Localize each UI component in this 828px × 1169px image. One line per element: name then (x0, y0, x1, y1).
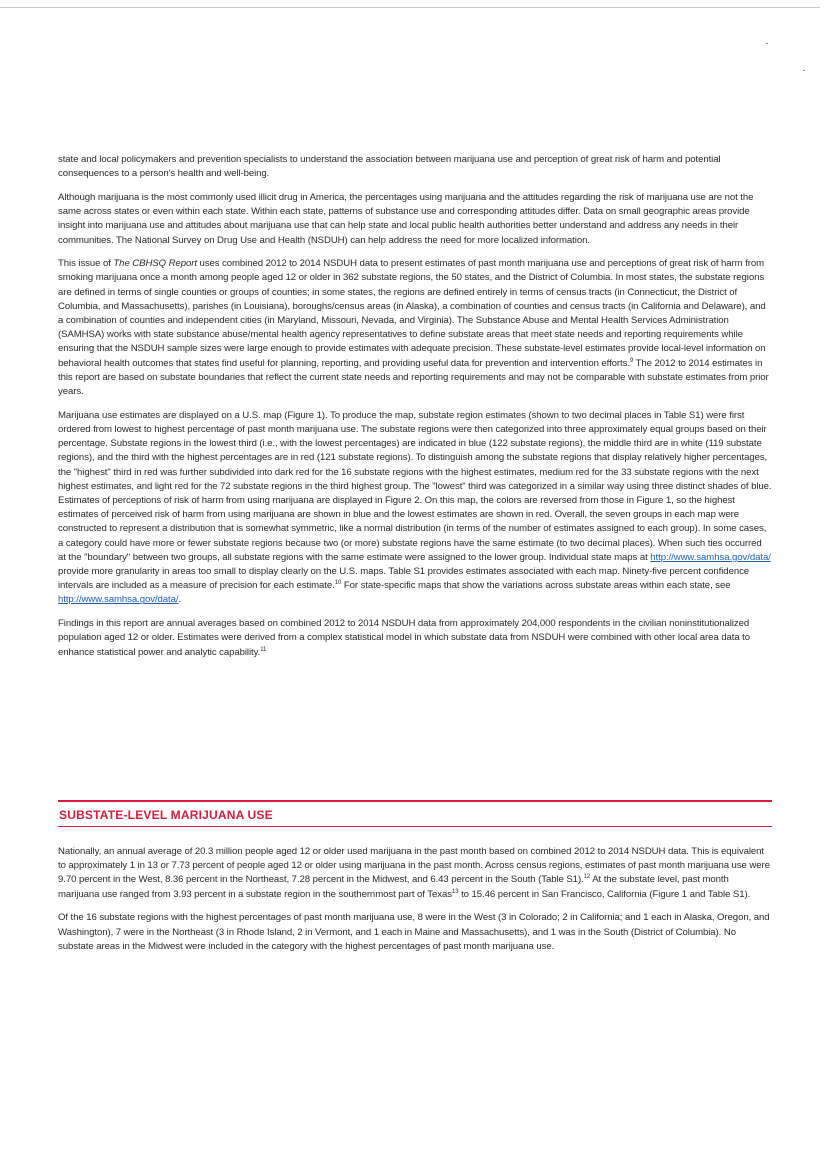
paragraph-text: provide more granularity in areas too small to display clearly on the U.S. maps. Table S1 provides estimates associated with each map. Ninety-five percent confidence intervals are included as a measure of precision for each estimate. (58, 565, 750, 592)
page-top-rule (0, 7, 820, 8)
paragraph-text: state and local policymakers and prevention specialists to understand the association between marijuana use and perception of great risk of harm and potential consequences to a person's health and well-being. (58, 154, 721, 180)
paragraph-text: Marijuana use estimates are displayed on a U.S. map (Figure 1). To produce the map, substate region estimates (shown to two decimal places in Table S1) were first ordered from lowest to highest percentage of past month marijuana use. The substate regions were then categorized into three approximately equal groups based on their percentage. Substate regions in the lowest third (i.e., with the lowest percentages) are indicated in blue (122 substate regions), the middle third are in white (119 substate regions), and the third with the highest percentages are in red (121 substate regions). To distinguish among the substate regions that display relatively higher percentages, the "highest" third in red was further subdivided into dark red for the 16 substate regions with the highest estimates, medium red for the 33 substate regions with the next highest estimates, and light red for the 72 substate regions in the third highest group. The "lowest" third was categorized in a similar way using three distinct shades of blue. Estimates of perceptions of risk of harm from using marijuana are displayed in Figure 2. On this map, the colors are reversed from those in Figure 1, so the highest estimates of perceived risk of harm from using marijuana are shown in blue and the lowest estimates are shown in red. Overall, the seven groups in each map were constructed to represent a distribution that is somewhat symmetric, like a normal distribution (in terms of the number of estimates assigned to each group). In some cases, a category could have more or fewer substate regions because two (or more) substate regions have the same estimate (to two decimal places). When such ties occurred at the "boundary" between two groups, all substate regions with the same estimate were assigned to the lower group. Individual state maps at (58, 409, 772, 563)
paragraph-text: At the substate level, past month marijuana use ranged from 3.93 percent in a substate region in the southernmost part of Texas (58, 874, 729, 900)
paragraph-marijuana-overview (58, 191, 772, 248)
footnote-ref: 11 (260, 646, 267, 653)
paragraph-text: Nationally, an annual average of 20.3 million people aged 12 or older used marijuana in the past month based on combined 2012 to 2014 NSDUH data. This is equivalent to approximately 1 in 13 or 7.73 percent of people aged 12 or older using marijuana in the past month. Across census regions, estimates of past month marijuana use were 9.70 percent in the West, 8.36 percent in the Northeast, 7.28 percent in the Midwest, and 6.43 percent in the South (Table S1). (58, 846, 770, 886)
samhsa-data-link[interactable]: http://www.samhsa.gov/data/ (650, 551, 771, 563)
footnote-ref: 10 (334, 580, 342, 587)
paragraph-findings (58, 617, 772, 660)
section-rule-bottom (58, 826, 772, 827)
paragraph-text: . (178, 594, 182, 606)
paragraph-text: Findings in this report are annual averages based on combined 2012 to 2014 NSDUH data from approximately 204,000 respondents in the civilian noninstitutionalized population aged 12 or older. Estimates were derived from a complex statistical model in which substate data from NSDUH were combined with other local area data to enhance statistical power and analytic capability. (58, 618, 750, 658)
paragraph-highest-regions (58, 911, 772, 954)
paragraph-map-method (58, 409, 772, 608)
paragraph-intro-continued (58, 153, 772, 181)
report-body (58, 153, 772, 669)
section-body (58, 845, 772, 963)
paragraph-text: For state-specific maps that show the variations across substate areas within each state, see (341, 580, 731, 592)
footnote-ref: 9 (629, 357, 634, 364)
paragraph-text: Although marijuana is the most commonly used illicit drug in America, the percentages using marijuana and the attitudes regarding the risk of marijuana use are not the same across states or even within each state. Within each state, patterns of substance use and corresponding attitudes differ. Data on small geographic areas provide insight into marijuana use and attitudes about marijuana use that can help state and local public health authorities better understand and address any needs in their communities. The National Survey on Drug Use and Health (NSDUH) can help address the need for more localized information. (58, 191, 754, 246)
section-header (58, 800, 772, 827)
scan-speck (803, 70, 805, 71)
samhsa-data-link[interactable]: http://www.samhsa.gov/data/ (58, 594, 179, 606)
paragraph-national-estimate (58, 845, 772, 902)
scan-speck (766, 43, 768, 44)
section-title: SUBSTATE-LEVEL MARIJUANA USE (59, 808, 273, 822)
report-title-italic: The CBHSQ Report (113, 258, 197, 270)
paragraph-text: uses combined 2012 to 2014 NSDUH data to present estimates of past month marijuana use and perceptions of great risk of harm from smoking marijuana once a month among people aged 12 or older in 362 substate regions, the 50 states, and the District of Columbia. In most states, the substate regions are defined in terms of single counties or groups of counties; in some states, the regions are defined entirely in terms of census tracts (in Connecticut, the District of Columbia, and Massachusetts), parishes (in Louisiana), boroughs/census areas (in Alaska), a combination of counties and census tracts (in California and Delaware), and a combination of counties and independent cities (in Maryland, Missouri, Nevada, and Virginia). The Substance Abuse and Mental Health Services Administration (SAMHSA) works with state substance abuse/mental health agency representatives to define substate areas that meet state needs and reporting requirements while ensuring that the NSDUH sample sizes were large enough to provide estimates with adequate precision. These substate-level estimates provide local-level information on behavioral health outcomes that states find useful for planning, reporting, and providing useful data for prevention and intervention efforts. (58, 258, 766, 369)
paragraph-text: Of the 16 substate regions with the highest percentages of past month marijuana use, 8 were in the West (3 in Colorado; 2 in California; and 1 each in Alaska, Oregon, and Washington), 7 were in the Northeast (3 in Rhode Island, 2 in Vermont, and 1 each in Maine and Massachusetts), and 1 was in the South (District of Columbia). No substate areas in the Midwest were included in the category with the highest percentages of past month marijuana use. (58, 912, 770, 952)
paragraph-text: This issue of (58, 258, 114, 270)
paragraph-text: to 15.46 percent in San Francisco, California (Figure 1 and Table S1). (458, 888, 751, 900)
footnote-ref: 12 (583, 874, 591, 881)
paragraph-report-scope (58, 257, 772, 399)
footnote-ref: 13 (451, 888, 459, 895)
paragraph-text: The 2012 to 2014 estimates in this report are based on substate boundaries that reflect the current state needs and reporting requirements and may not be comparable with substate estimates from prior years. (58, 357, 769, 398)
